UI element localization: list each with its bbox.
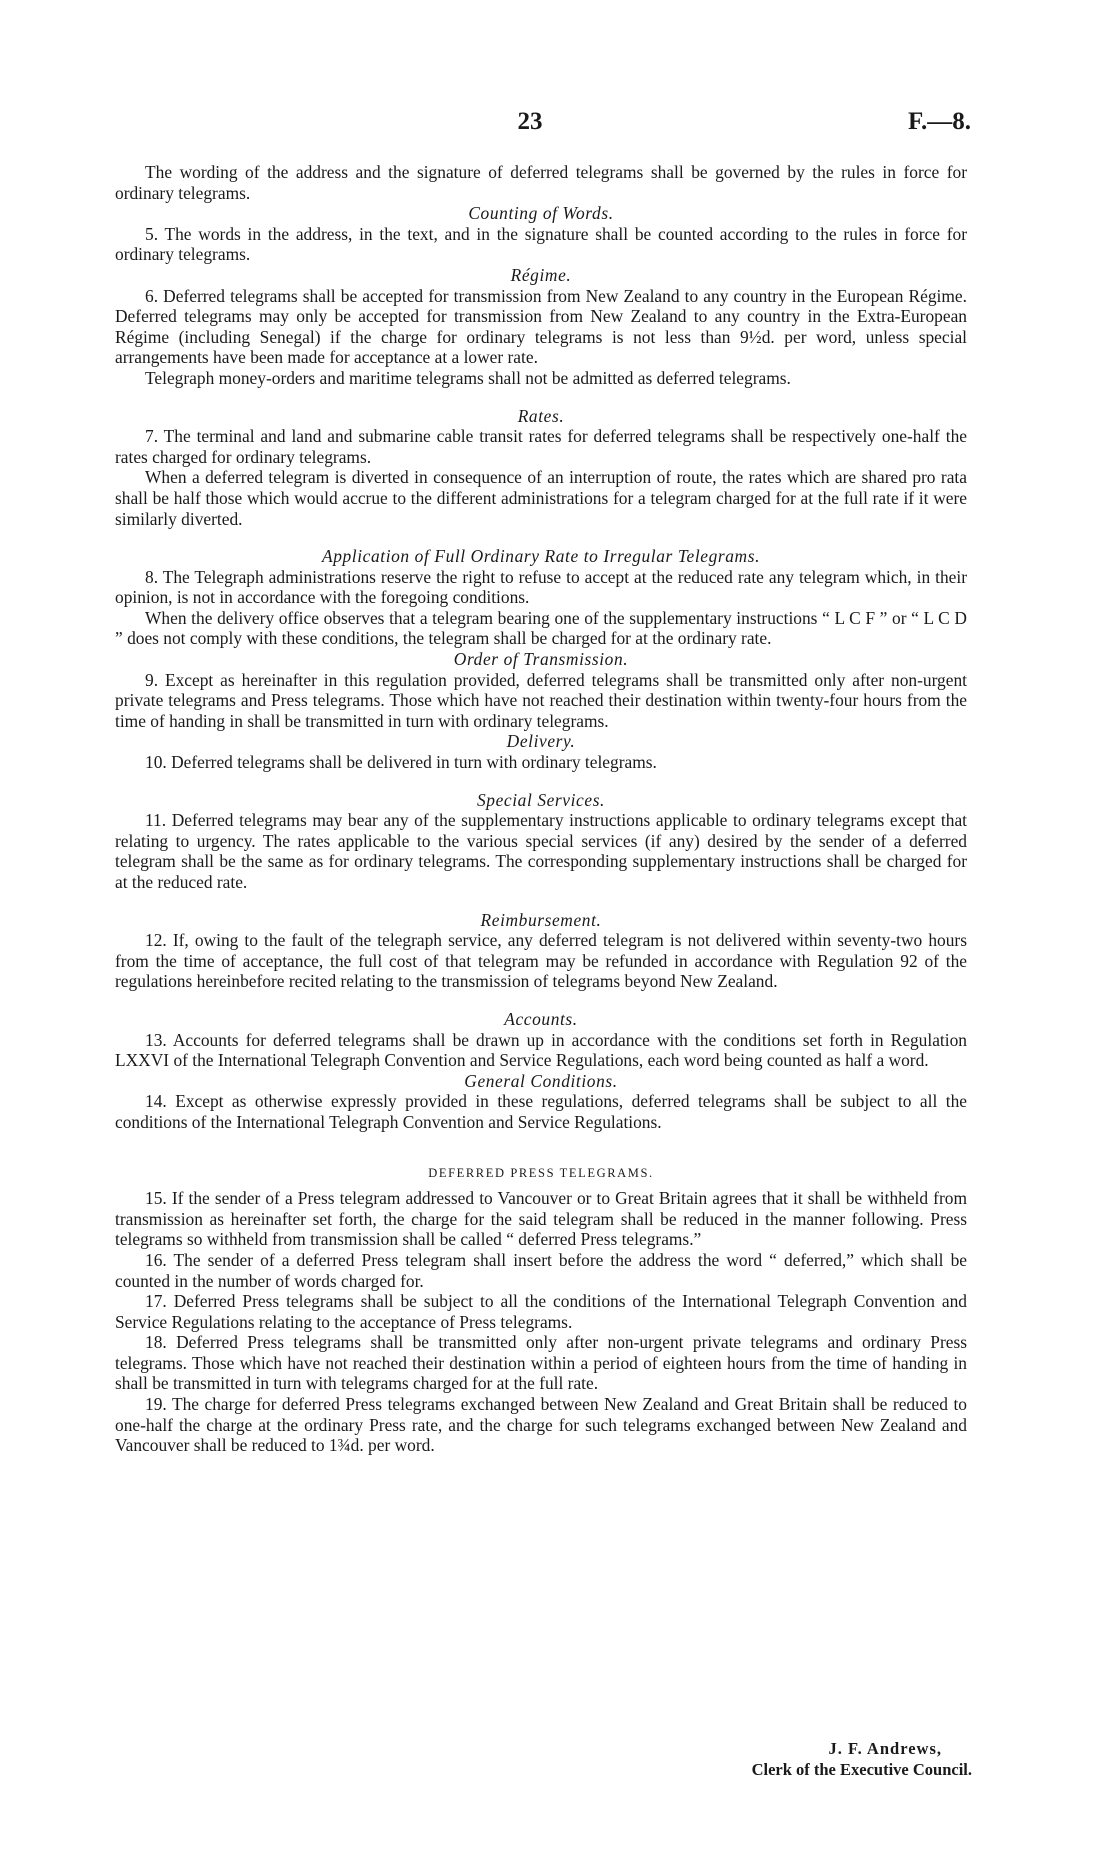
paragraph: 5. The words in the address, in the text, and in the signature shall be counted according to the rules in force for ordinary telegrams.: [115, 223, 967, 265]
paragraph: When a deferred telegram is diverted in consequence of an interruption of route, the rates which are shared pro rata shall be half those which would accrue to the different administrations for a telegram charged for at the full rate if it were similarly diverted.: [115, 467, 967, 529]
page-number: 23: [517, 108, 543, 135]
section-heading: Accounts.: [504, 1008, 578, 1029]
paragraph: 6. Deferred telegrams shall be accepted for transmission from New Zealand to any country in the European Régime. Deferred telegrams may only be accepted for transmission from New Zealand to any country in the Extra-European Régime (including Senegal) if the charge for ordinary telegrams is not less than 9½d. per word, unless special arrangements have been made for acceptance at a lower rate.: [115, 285, 967, 368]
paragraph: 11. Deferred telegrams may bear any of the supplementary instructions applicable to ordinary telegrams except that relating to urgency. The rates applicable to the various special services (if any) desired by the sender of a deferred telegram shall be the same as for ordinary telegrams. The corresponding supplementary instructions shall be charged for at the reduced rate.: [115, 810, 967, 892]
page-header: [0, 108, 1114, 138]
section-heading: Counting of Words.: [468, 203, 614, 224]
paragraph: 15. If the sender of a Press telegram addressed to Vancouver or to Great Britain agrees that it shall be withheld from transmission as hereinafter set forth, the charge for the said telegram shall be reduced in the manner following. Press telegrams so withheld from transmission shall be called “ deferred Press telegrams.”: [115, 1188, 967, 1250]
press-section-heading: DEFERRED PRESS TELEGRAMS.: [428, 1165, 654, 1180]
paragraph: 14. Except as otherwise expressly provided in these regulations, deferred telegrams shall be subject to all the conditions of the International Telegraph Convention and Service Regulations.: [115, 1091, 967, 1132]
section-heading: Régime.: [510, 264, 572, 285]
section-heading: General Conditions.: [464, 1070, 618, 1091]
section-heading: Application of Full Ordinary Rate to Irregular Telegrams.: [321, 546, 761, 567]
paragraph: 9. Except as hereinafter in this regulation provided, deferred telegrams shall be transmitted only after non-urgent private telegrams and Press telegrams. Those which have not reached their destination within twenty-four hours from the time of handing in shall be transmitted in turn with ordinary telegrams.: [115, 669, 967, 731]
paragraph: 18. Deferred Press telegrams shall be transmitted only after non-urgent private telegrams and ordinary Press telegrams. Those which have not reached their destination within a period of eighteen hours from the time of handing in shall be transmitted in turn with telegrams charged for at the full rate.: [115, 1332, 967, 1394]
paragraph: 17. Deferred Press telegrams shall be subject to all the conditions of the International Telegraph Convention and Service Regulations relating to the acceptance of Press telegrams.: [115, 1291, 967, 1332]
section-heading: Delivery.: [506, 731, 576, 752]
paragraph: 19. The charge for deferred Press telegrams exchanged between New Zealand and Great Britain shall be reduced to one-half the charge at the ordinary Press rate, and the charge for such telegrams exchanged between New Zealand and Vancouver shall be reduced to 1¾d. per word.: [115, 1394, 967, 1456]
signatory-name: J. F. Andrews,: [828, 1739, 942, 1758]
paragraph: 8. The Telegraph administrations reserve the right to refuse to accept at the reduced rate any telegram which, in their opinion, is not in accordance with the foregoing conditions.: [115, 566, 967, 608]
paragraph: 10. Deferred telegrams shall be delivered in turn with ordinary telegrams.: [145, 752, 657, 773]
paragraph: 12. If, owing to the fault of the telegraph service, any deferred telegram is not delivered within seventy-two hours from the time of acceptance, the full cost of that telegram may be refunded in accordance with Regulation 92 of the regulations hereinbefore recited relating to the transmission of telegrams beyond New Zealand.: [115, 930, 967, 992]
section-heading: Special Services.: [476, 789, 606, 810]
section-heading: Reimbursement.: [480, 909, 602, 930]
paragraph: 16. The sender of a deferred Press telegram shall insert before the address the word “ deferred,” which shall be counted in the number of words charged for.: [115, 1249, 967, 1291]
paragraph: Telegraph money-orders and maritime telegrams shall not be admitted as deferred telegrams.: [145, 367, 791, 388]
paragraph: 7. The terminal and land and submarine cable transit rates for deferred telegrams shall be respectively one-half the rates charged for ordinary telegrams.: [115, 426, 967, 467]
signatory-title: Clerk of the Executive Council.: [751, 1760, 972, 1779]
document-reference: F.—8.: [908, 108, 971, 135]
section-heading: Rates.: [517, 405, 565, 426]
section-heading: Order of Transmission.: [453, 649, 629, 670]
paragraph: The wording of the address and the signature of deferred telegrams shall be governed by the rules in force for ordinary telegrams.: [115, 162, 967, 203]
document-body: [115, 162, 967, 1456]
signature-block: [632, 1738, 972, 1780]
paragraph: When the delivery office observes that a telegram bearing one of the supplementary instructions “ L C F ” or “ L C D ” does not comply with these conditions, the telegram shall be charged for at the ordinary rate.: [115, 607, 967, 649]
paragraph: 13. Accounts for deferred telegrams shall be drawn up in accordance with the conditions set forth in Regulation LXXVI of the International Telegraph Convention and Service Regulations, each word being counted as half a word.: [115, 1029, 967, 1071]
